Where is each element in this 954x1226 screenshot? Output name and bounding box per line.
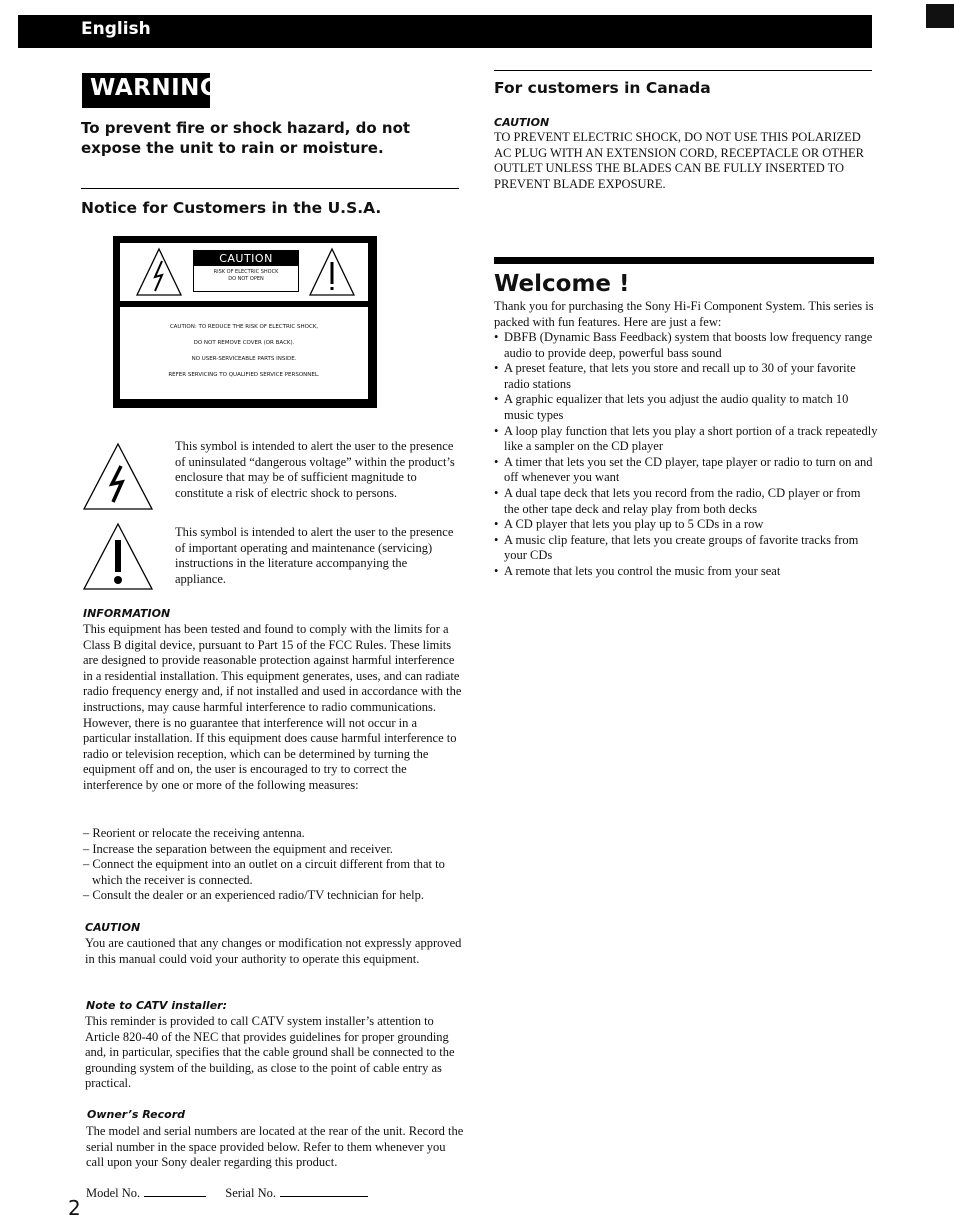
interference-measures xyxy=(83,826,463,904)
exclamation-warning-icon xyxy=(308,247,356,297)
list-item: – Increase the separation between the equipment and receiver. xyxy=(83,842,463,858)
list-item: • A music clip feature, that lets you create groups of favorite tracks from your CDs xyxy=(494,533,878,564)
owners-record-text: The model and serial numbers are located at the rear of the unit. Record the serial number in the space provided below. Refer to them whenever you call upon your Sony dealer regarding this product. xyxy=(86,1124,464,1170)
welcome-title: Welcome ! xyxy=(494,271,630,297)
caution-caption-box xyxy=(193,250,299,292)
caution-body-line: NO USER-SERVICEABLE PARTS INSIDE. xyxy=(191,356,297,362)
model-number-label: Model No. xyxy=(86,1186,141,1200)
caution-caption-line1: RISK OF ELECTRIC SHOCK xyxy=(213,269,279,275)
welcome-bar xyxy=(494,257,874,264)
language-label: English xyxy=(81,19,151,39)
language-header xyxy=(18,15,872,48)
caution-body-line: DO NOT REMOVE COVER (OR BACK). xyxy=(193,340,295,346)
caution-label-panel xyxy=(113,236,377,408)
usa-notice-heading: Notice for Customers in the U.S.A. xyxy=(81,199,382,217)
list-item: • A loop play function that lets you play a short portion of a track repeatedly like a sampler on the CD player xyxy=(494,424,878,455)
warning-badge xyxy=(82,73,220,108)
caution-body-line: REFER SERVICING TO QUALIFIED SERVICE PERSONNEL. xyxy=(168,372,320,378)
caution-label-bottom xyxy=(120,307,368,399)
caution-label-top xyxy=(120,243,368,301)
voltage-warning-icon xyxy=(135,247,183,297)
list-item: • A dual tape deck that lets you record from the radio, CD player or from the other tape deck and relay play from both decks xyxy=(494,486,878,517)
serial-number-label: Serial No. xyxy=(225,1186,276,1200)
serial-number-blank xyxy=(280,1187,368,1197)
model-number-blank xyxy=(144,1187,206,1197)
caution-changes-text: You are cautioned that any changes or modification not expressly approved in this manual could void your authority to operate this equipment. xyxy=(85,936,462,966)
welcome-intro: Thank you for purchasing the Sony Hi-Fi Component System. This series is packed with fun features. Here are just a few: xyxy=(494,299,874,329)
list-item: • DBFB (Dynamic Bass Feedback) system that boosts low frequency range audio to provide deep, powerful bass sound xyxy=(494,330,878,361)
warning-heading: To prevent fire or shock hazard, do not expose the unit to rain or moisture. xyxy=(81,119,411,157)
information-label: INFORMATION xyxy=(83,607,171,620)
canada-caution-label: CAUTION xyxy=(494,116,550,129)
catv-text: This reminder is provided to call CATV system installer’s attention to Article 820-40 of the NEC that provides guidelines for proper grounding and, in particular, specifies that the cable ground shall be connected to the grounding system of the building, as close to the point of cable entry as practical. xyxy=(85,1014,455,1091)
caution-body-line: CAUTION: TO REDUCE THE RISK OF ELECTRIC SHOCK, xyxy=(169,324,319,330)
caution-changes-label: CAUTION xyxy=(85,921,141,934)
warning-label: WARNING xyxy=(90,75,220,101)
canada-caution-text: TO PREVENT ELECTRIC SHOCK, DO NOT USE THIS POLARIZED AC PLUG WITH AN EXTENSION CORD, RECEPTACLE OR OTHER OUTLET UNLESS THE BLADES CAN BE FULLY INSERTED TO PREVENT BLADE EXPOSURE. xyxy=(494,130,864,191)
exclamation-symbol-text: This symbol is intended to alert the user to the presence of important operating and maintenance (servicing) instructions in the literature accompanying the appliance. xyxy=(175,525,454,586)
page-number: 2 xyxy=(68,1196,81,1220)
list-item: • A graphic equalizer that lets you adjust the audio quality to match 10 music types xyxy=(494,392,878,423)
list-item: – Connect the equipment into an outlet on a circuit different from that to which the receiver is connected. xyxy=(83,857,463,888)
list-item: • A timer that lets you set the CD player, tape player or radio to turn on and off whenever you want xyxy=(494,455,878,486)
corner-mark xyxy=(926,4,954,28)
list-item: • A CD player that lets you play up to 5 CDs in a row xyxy=(494,517,878,533)
information-text: This equipment has been tested and found to comply with the limits for a Class B digital device, pursuant to Part 15 of the FCC Rules. These limits are designed to provide reasonable protection against harmful interference in a residential installation. This equipment generates, uses, and can radiate radio frequency energy and, if not installed and used in accordance with the instructions, may cause harmful interference to radio communications. However, there is no guarantee that interference will not occur in a particular installation. If this equipment does cause harmful interference to radio or television reception, which can be determined by turning the equipment off and on, the user is encouraged to try to correct the interference by one or more of the following measures: xyxy=(83,622,462,792)
voltage-symbol-icon xyxy=(82,442,154,512)
caution-caption-title: CAUTION xyxy=(194,251,298,266)
catv-label: Note to CATV installer: xyxy=(86,999,227,1012)
divider xyxy=(81,188,459,189)
list-item: – Consult the dealer or an experienced radio/TV technician for help. xyxy=(83,888,463,904)
exclamation-symbol-icon xyxy=(82,522,154,592)
list-item: • A preset feature, that lets you store and recall up to 30 of your favorite radio stations xyxy=(494,361,878,392)
divider xyxy=(494,70,872,71)
canada-heading: For customers in Canada xyxy=(494,79,711,97)
caution-caption-line2: DO NOT OPEN xyxy=(228,276,264,282)
list-item: • A remote that lets you control the music from your seat xyxy=(494,564,878,580)
feature-list xyxy=(494,330,878,580)
record-fields xyxy=(86,1186,372,1202)
owners-record-label: Owner’s Record xyxy=(87,1108,186,1121)
voltage-symbol-text: This symbol is intended to alert the user to the presence of uninsulated “dangerous voltage” within the product’s enclosure that may be of sufficient magnitude to constitute a risk of electric shock to persons. xyxy=(175,439,455,500)
list-item: – Reorient or relocate the receiving antenna. xyxy=(83,826,463,842)
